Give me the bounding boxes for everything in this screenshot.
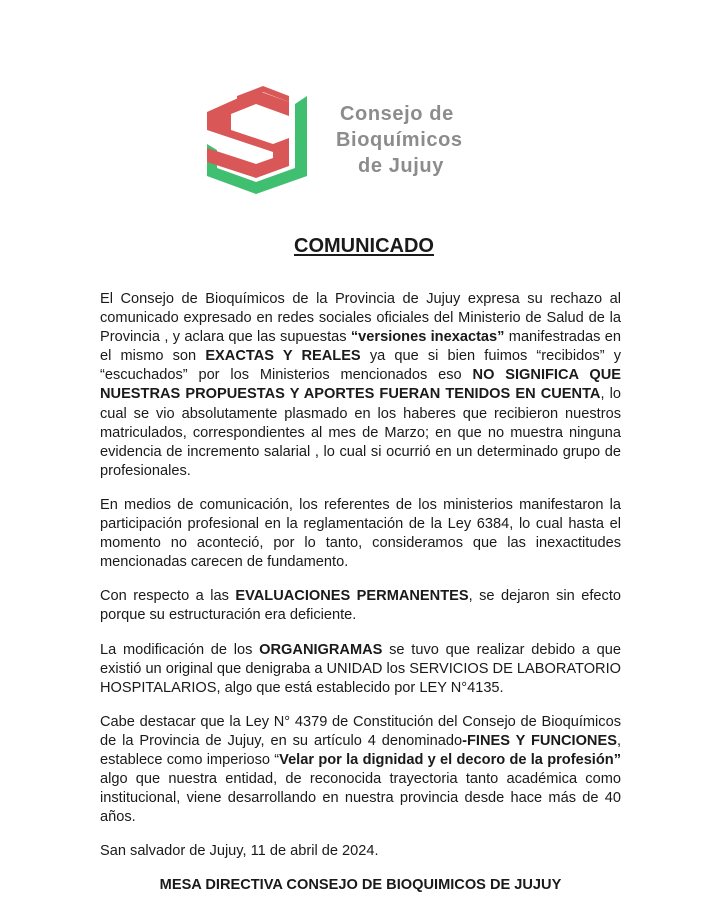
document-title: COMUNICADO [294,235,434,257]
text: , se dejaron sin efecto porque su estructuración era deficiente. [100,588,621,624]
text: El Consejo de Bioquímicos de la Provincia de Jujuy expresa su rechazo al comunicado expresado en redes sociales oficiales del Ministerio de Salud de la Provincia , y aclara que las supuestas [100,291,621,346]
bold-text: -FINES Y FUNCIONES [462,732,617,749]
text: , establece como imperioso “ [100,732,621,768]
paragraph [100,587,621,625]
text: La modificación de los [100,641,260,658]
text: Con respecto a las [100,588,236,605]
bold-text: EXACTAS Y REALES [205,348,361,365]
text: En medios de comunicación, los referentes de los ministerios manifestaron la participación profesional en la reglamentación de la Ley 6384, lo cual hasta el momento no aconteció, por lo tanto, consideramos que las inexactitudes mencionadas carecen de fundamento. [100,496,621,571]
text: se tuvo que realizar debido a que existió un original que denigraba a UNIDAD los SERVICIOS DE LABORATORIO HOSPITALARIOS, algo que está establecido por LEY N°4135. [100,641,621,696]
date-line: San salvador de Jujuy, 11 de abril de 2024. [100,843,379,860]
text: manifestradas en el mismo son [100,329,621,365]
paragraph [100,641,621,698]
text: algo que nuestra entidad, de reconocida trayectoria tanto académica como institucional, viene desarrollando en nuestra provincia desde hace más de 40 años. [100,771,621,826]
consejo-logo [203,82,309,194]
signature: MESA DIRECTIVA CONSEJO DE BIOQUIMICOS DE JUJUY [159,877,562,894]
logo-red-s-top [207,90,289,178]
text: ya que si bien fuimos “recibidos” y “escuchados” por los Ministerios mencionados eso [100,348,621,384]
text: , lo cual se vio absolutamente plasmado en los haberes que recibieron nuestros matriculados, correspondientes al mes de Marzo; en que no muestra ninguna evidencia de incremento salarial , lo cual si ocurrió en un determinado grupo de profesionales. [100,386,621,479]
bold-text: “versiones inexactas” [350,329,505,346]
paragraph [100,713,621,828]
bold-text: ORGANIGRAMAS [259,641,383,658]
paragraph [100,496,621,572]
text: Cabe destacar que la Ley N° 4379 de Constitución del Consejo de Bioquímicos de la Provincia de Jujuy, en su artículo 4 denominado [100,713,621,749]
brand-name [336,101,463,179]
brand-line: Consejo de [340,103,454,125]
document-body [100,290,621,896]
brand-line: de Jujuy [358,155,444,177]
bold-text: Velar por la dignidad y el decoro de la profesión” [279,751,621,768]
brand-line: Bioquímicos [336,129,463,151]
bold-text: NO SIGNIFICA QUE NUESTRAS PROPUESTAS Y APORTES FUERAN TENIDOS EN CUENTA [100,367,621,403]
bold-text: EVALUACIONES PERMANENTES [235,588,469,605]
paragraph [100,290,621,481]
